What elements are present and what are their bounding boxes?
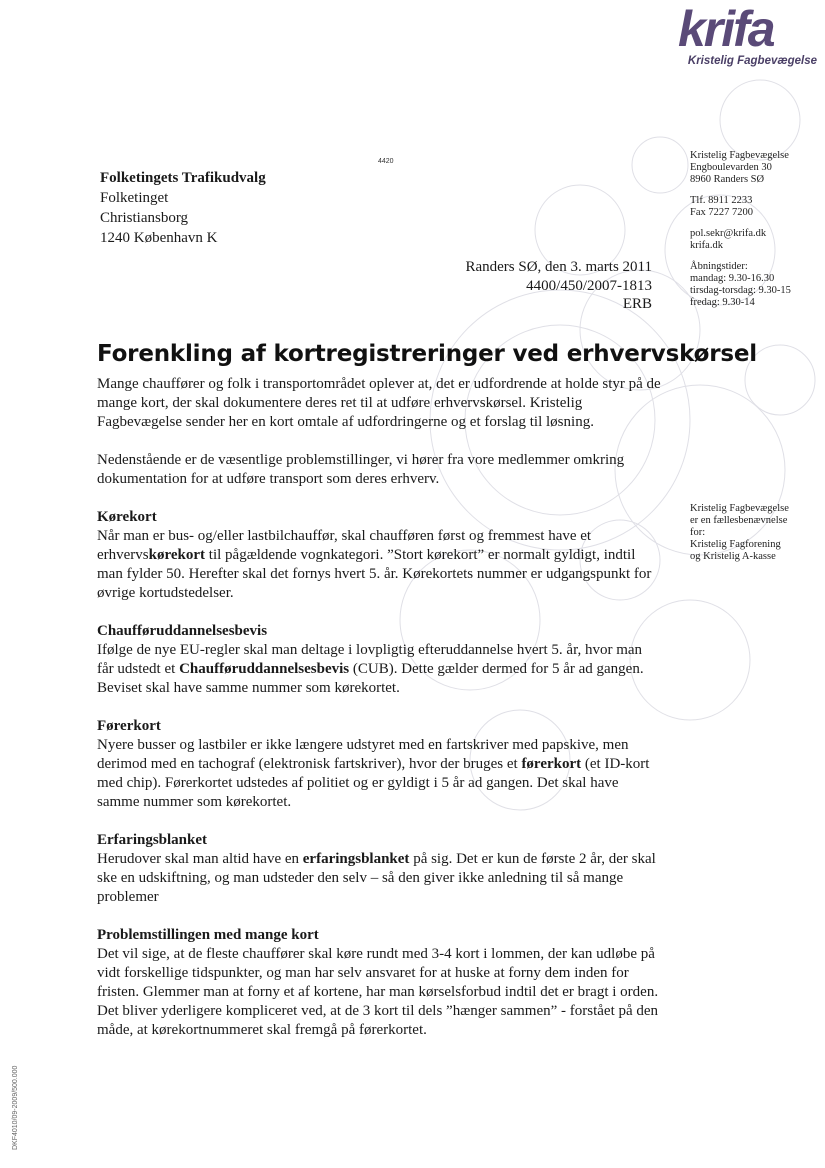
reference-code: 4420: [378, 158, 394, 165]
initials: ERB: [622, 296, 652, 312]
opening-hours-line: fredag: 9.30-14: [690, 297, 755, 308]
date-reference-block: [400, 258, 652, 314]
section-text: Nyere busser og lastbiler er ikke længere udstyret med en fartskriver med papskive, men derimod med en tachograf (elektronisk fartskriver), hvor der bruges et førerkort (et ID-kort med chip). Førerkortet udstedes af politiet og er gyldigt i 5 år ad gangen. Det skal have samme nummer som kørekortet.: [97, 737, 650, 810]
sender-phone: Tlf. 8911 2233: [690, 195, 753, 206]
logo-tagline: Kristelig Fagbevægelse: [687, 55, 817, 67]
section-heading: Chaufføruddannelsesbevis: [97, 623, 268, 639]
recipient-line: Folketinget: [100, 190, 169, 206]
footer-form-code: DKF4010/09-2009/500.000: [12, 1065, 19, 1150]
sender-street: Engboulevarden 30: [690, 162, 772, 173]
recipient-line: Christiansborg: [100, 210, 189, 226]
recipient-name: Folketingets Trafikudvalg: [100, 170, 266, 186]
section-heading: Kørekort: [97, 509, 157, 525]
letter-title: Forenkling af kortregistreringer ved erhvervskørsel: [97, 341, 757, 367]
sender-web: krifa.dk: [690, 240, 723, 251]
letter-body: [97, 375, 662, 1040]
section-heading: Problemstillingen med mange kort: [97, 927, 319, 943]
side-note-line: for:: [690, 527, 706, 538]
sender-fax: Fax 7227 7200: [690, 207, 753, 218]
krifa-logo: [672, 1, 817, 68]
case-reference: 4400/450/2007-1813: [526, 277, 652, 294]
section-heading: Erfaringsblanket: [97, 832, 208, 848]
intro-paragraph: Nedenstående er de væsentlige problemstillinger, vi hører fra vore medlemmer omkring dokumentation for at udføre transport som deres erhverv.: [97, 452, 625, 487]
section-text: Når man er bus- og/eller lastbilchauffør, skal chaufføren først og fremmest have et erhvervskørekort til pågældende vognkategori. ”Stort kørekort” er normalt gyldigt, indtil man fylder 50. Herefter skal det fornys hvert 5. år. Kørekortets nummer er udgangspunkt for øvrige kortudstedelser.: [97, 528, 652, 601]
recipient-address: [100, 168, 266, 248]
section-text: Ifølge de nye EU-regler skal man deltage i lovpligtig efteruddannelse hvert 5. år, hvor man får udstedt et Chaufføruddannelsesbevis (CUB). Dette gælder dermed for 5 år ad gangen. Beviset skal have samme nummer som kørekortet.: [97, 642, 644, 696]
place-date: Randers SØ, den 3. marts 2011: [465, 259, 652, 275]
intro-paragraph: Mange chauffører og folk i transportområdet oplever at, det er udfordrende at holde styr på de mange kort, der skal dokumentere deres ret til at udføre erhvervskørsel. Kristelig Fagbevægelse sender her en kort omtale af udfordringerne og et forslag til løsning.: [97, 376, 661, 430]
closing-paragraph: Det bliver yderligere kompliceret ved, at de 3 kort til dels ”hænger sammen” - forstået på den måde, at kørekortnummeret skal fremgå på førerkortet.: [97, 1003, 659, 1038]
recipient-line: 1240 København K: [100, 230, 218, 246]
side-note-line: og Kristelig A-kasse: [690, 551, 776, 562]
section-problemstilling: [97, 926, 662, 1002]
section-erfaringsblanket: [97, 831, 662, 907]
opening-hours-line: tirsdag-torsdag: 9.30-15: [690, 285, 791, 296]
sender-email: pol.sekr@krifa.dk: [690, 228, 767, 239]
section-chaufforuddannelsesbevis: [97, 622, 662, 698]
side-note: [690, 503, 789, 563]
opening-hours-title: Åbningstider:: [690, 261, 748, 272]
sender-org: Kristelig Fagbevægelse: [690, 150, 789, 161]
section-heading: Førerkort: [97, 718, 161, 734]
section-text: Herudover skal man altid have en erfaringsblanket på sig. Det er kun de første 2 år, der skal ske en udskiftning, og man udsteder den selv – så den giver ikke anledning til så mange problemer: [97, 851, 656, 905]
section-korekort: [97, 508, 662, 603]
side-note-line: er en fællesbenævnelse: [690, 515, 788, 526]
side-note-line: Kristelig Fagforening: [690, 539, 781, 550]
section-text: Det vil sige, at de fleste chauffører skal køre rundt med 3-4 kort i lommen, der kan udløbe på vidt forskellige tidspunkter, og man har selv ansvaret for at huske at forny dem inden for fristen. Glemmer man at forny et af kortene, har man kørselsforbud indtil det er bragt i orden.: [97, 946, 659, 1000]
sender-info: [690, 150, 791, 309]
sender-city: 8960 Randers SØ: [690, 174, 765, 185]
side-note-line: Kristelig Fagbevægelse: [690, 503, 789, 514]
section-forerkort: [97, 717, 662, 812]
opening-hours-line: mandag: 9.30-16.30: [690, 273, 775, 284]
logo-wordmark: krifa: [678, 1, 774, 57]
